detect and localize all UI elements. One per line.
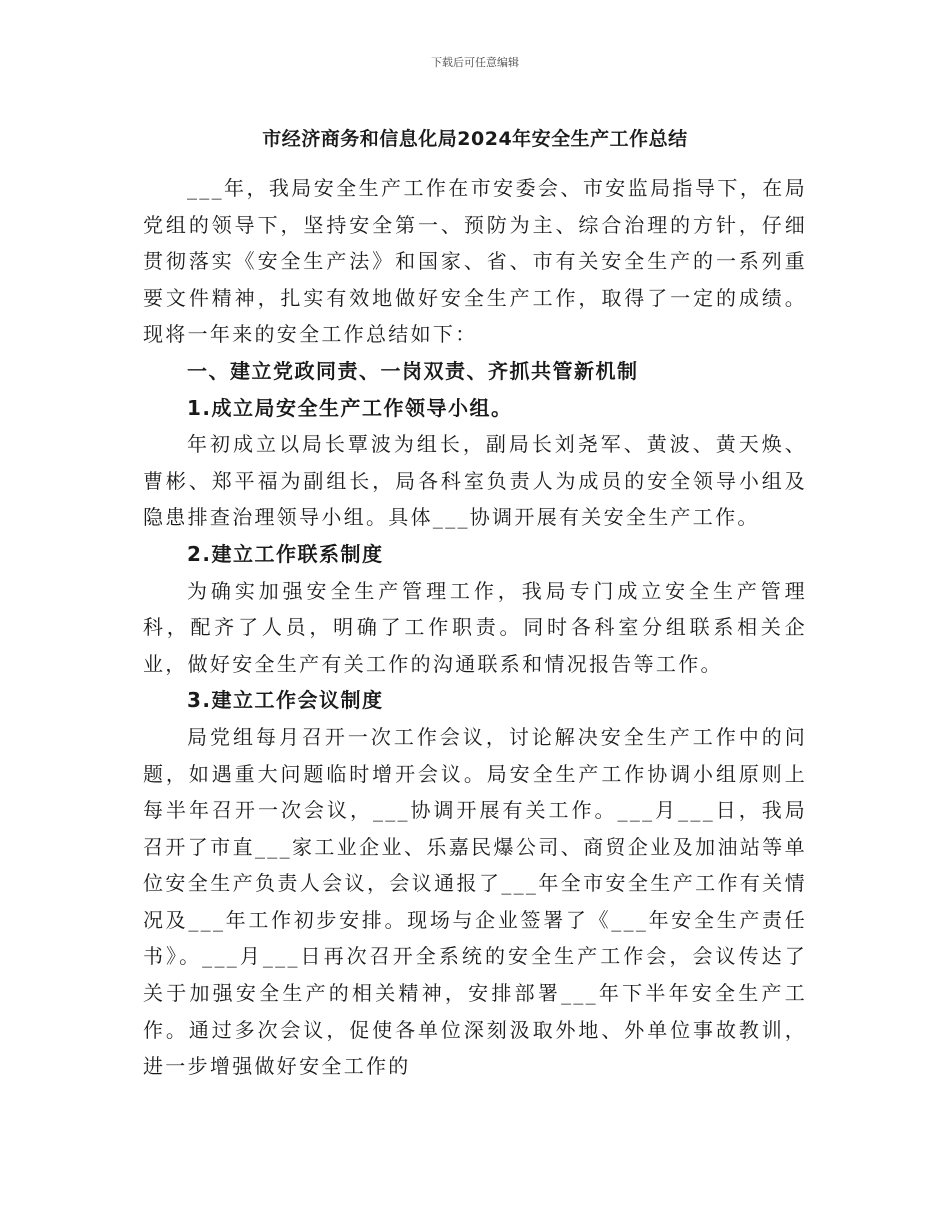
document-title: 市经济商务和信息化局2024年安全生产工作总结 <box>262 128 688 150</box>
subheading-1-2: 2.建立工作联系制度 <box>187 541 384 566</box>
subheading-1-3: 3.建立工作会议制度 <box>187 688 384 713</box>
paragraph-meeting-system: 局党组每月召开一次工作会议，讨论解决安全生产工作中的问题，如遇重大问题临时增开会议。局安全生产工作协调小组原则上每半年召开一次会议，___协调开展有关工作。___月___日，我局召开了市直___家工业企业、乐嘉民爆公司、商贸企业及加油站等单位安全生产负责人会议，会议通报了___年全市安全生产工作有关情况及___年工作初步安排。现场与企业签署了《___年安全生产责任书》。___月___日再次召开全系统的安全生产工作会，会议传达了关于加强安全生产的相关精神，安排部署___年下半年安全生产工作。通过多次会议，促使各单位深刻汲取外地、外单位事故教训，进一步增强做好安全工作的 <box>143 724 807 1079</box>
document-body <box>143 170 807 1085</box>
paragraph-leadership-group: 年初成立以局长覃波为组长，副局长刘尧军、黄波、黄天焕、曹彬、郑平福为副组长，局各科室负责人为成员的安全领导小组及隐患排查治理领导小组。具体___协调开展有关安全生产工作。 <box>143 432 807 530</box>
section-heading-1: 一、建立党政同责、一岗双责、齐抓共管新机制 <box>187 358 639 383</box>
subheading-1-1: 1.成立局安全生产工作领导小组。 <box>187 395 513 420</box>
intro-paragraph: ___年，我局安全生产工作在市安委会、市安监局指导下，在局党组的领导下，坚持安全第一、预防为主、综合治理的方针，仔细贯彻落实《安全生产法》和国家、省、市有关安全生产的一系列重要文件精神，扎实有效地做好安全生产工作，取得了一定的成绩。现将一年来的安全工作总结如下： <box>143 176 807 347</box>
header-note: 下载后可任意编辑 <box>431 56 519 69</box>
paragraph-contact-system: 为确实加强安全生产管理工作，我局专门成立安全生产管理科，配齐了人员，明确了工作职责。同时各科室分组联系相关企业，做好安全生产有关工作的沟通联系和情况报告等工作。 <box>143 578 807 676</box>
